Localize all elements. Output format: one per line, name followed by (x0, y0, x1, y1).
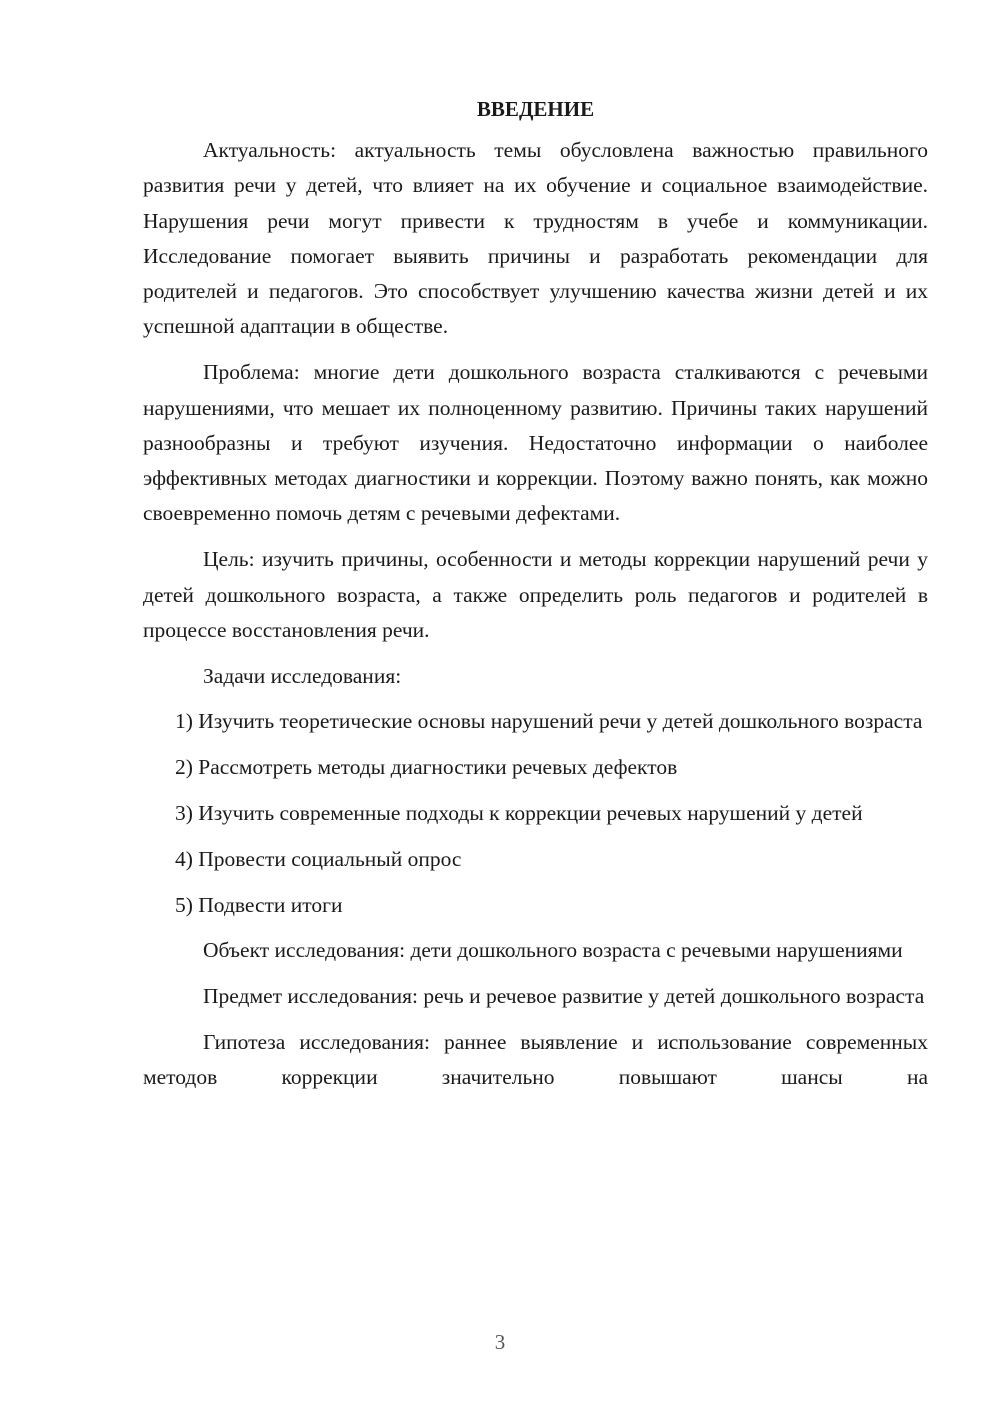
page-title: ВВЕДЕНИЕ (476, 97, 595, 121)
paragraph-hypothesis: Гипотеза исследования: раннее выявление и использование современных методов коррекции значительно повышают шансы на (143, 1030, 928, 1090)
document-page (143, 92, 928, 1096)
task-item-5: 5) Подвести итоги (175, 892, 343, 917)
paragraph-goal: Цель: изучить причины, особенности и методы коррекции нарушений речи у детей дошкольного возраста, а также определить роль педагогов и родителей в процессе восстановления речи. (143, 547, 928, 642)
task-item-2: 2) Рассмотреть методы диагностики речевых дефектов (175, 755, 678, 780)
task-item-3: 3) Изучить современные подходы к коррекции речевых нарушений у детей (175, 801, 863, 826)
paragraph-object: Объект исследования: дети дошкольного возраста с речевыми нарушениями (203, 938, 903, 963)
task-item-4: 4) Провести социальный опрос (175, 846, 462, 871)
paragraph-subject: Предмет исследования: речь и речевое развитие у детей дошкольного возраста (203, 984, 925, 1009)
paragraph-problem: Проблема: многие дети дошкольного возраста сталкиваются с речевыми нарушениями, что мешает их полноценному развитию. Причины таких нарушений разнообразны и требуют изучения. Недостаточно информации о наиболее эффективных методах диагностики и коррекции. Поэтому важно понять, как можно своевременно помочь детям с речевыми дефектами. (143, 360, 928, 526)
page-number: 3 (494, 1330, 506, 1354)
paragraph-relevance: Актуальность: актуальность темы обусловлена важностью правильного развития речи у детей, что влияет на их обучение и социальное взаимодействие. Нарушения речи могут привести к трудностям в учебе и коммуникации. Исследование помогает выявить причины и разработать рекомендации для родителей и педагогов. Это способствует улучшению качества жизни детей и их успешной адаптации в обществе. (143, 138, 928, 339)
task-item-1: 1) Изучить теоретические основы нарушений речи у детей дошкольного возраста (175, 709, 923, 734)
tasks-heading: Задачи исследования: (203, 663, 402, 688)
